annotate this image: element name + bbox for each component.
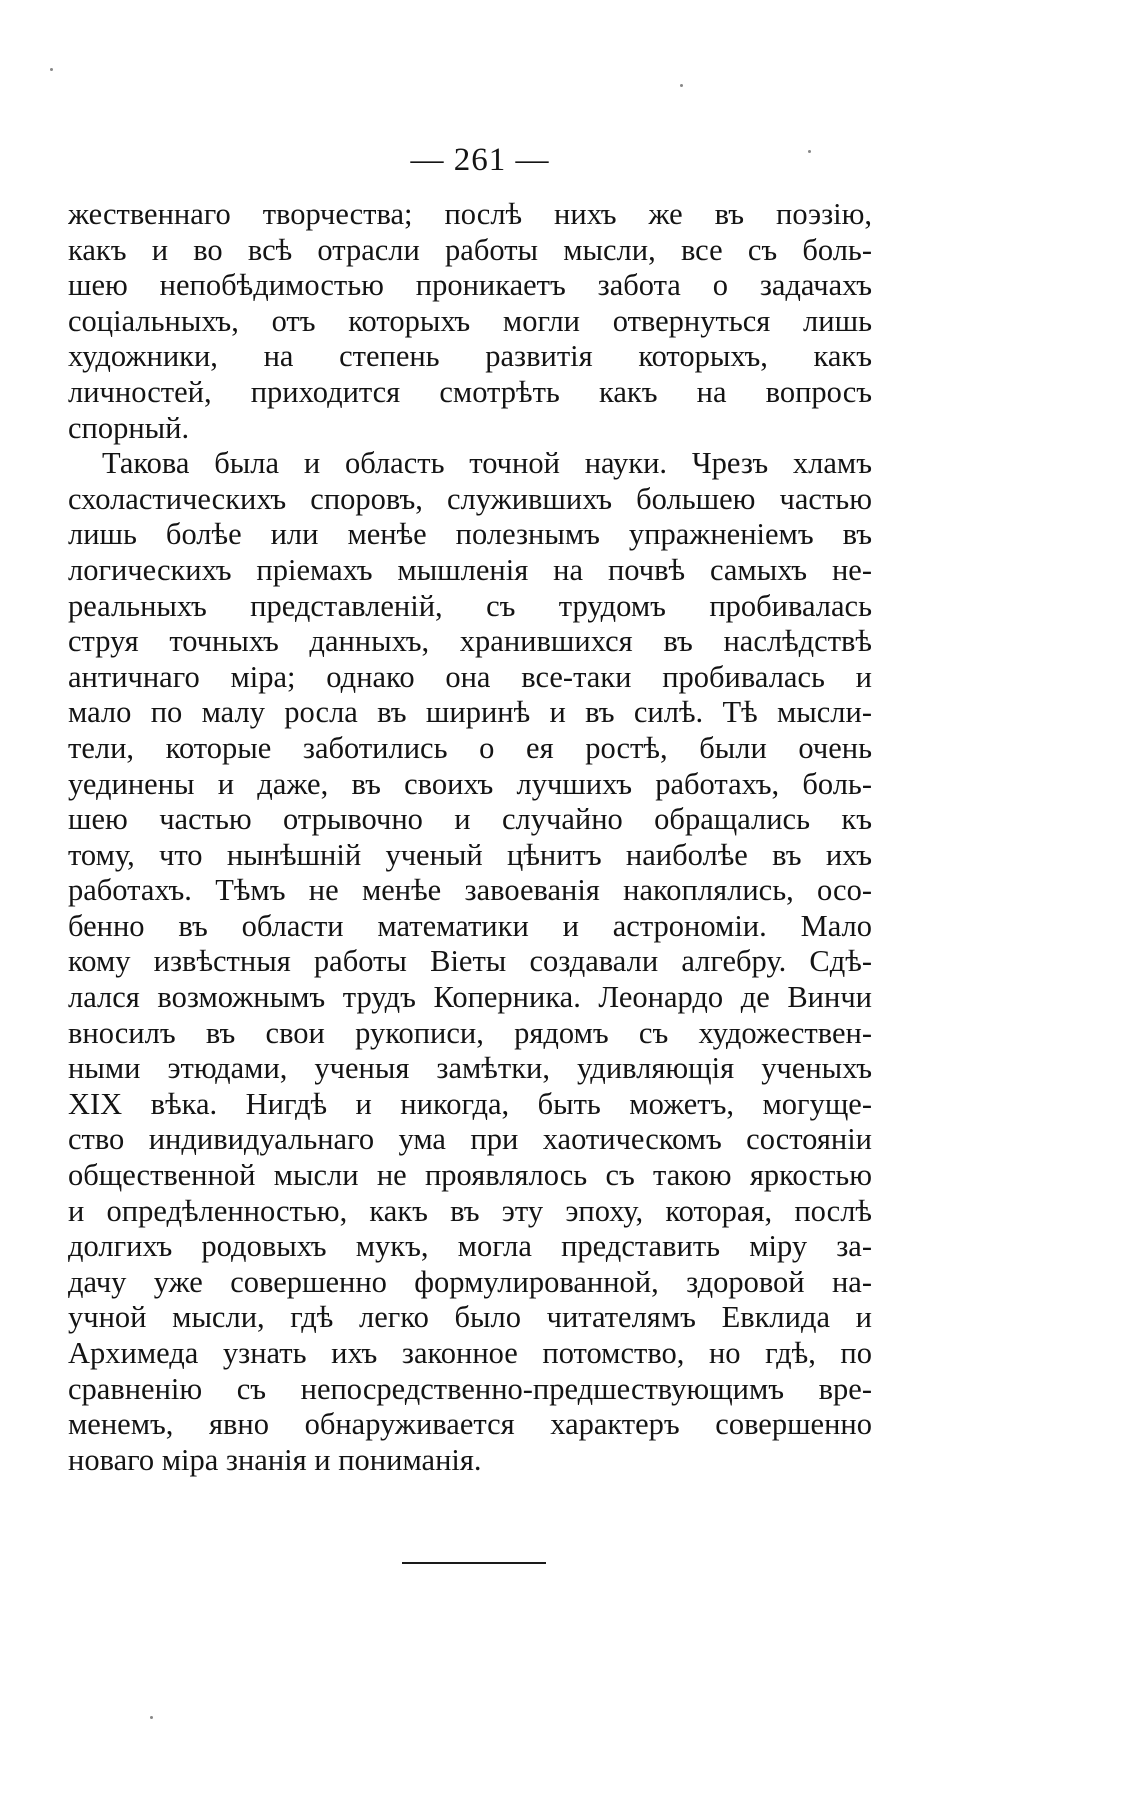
text-line: жественнаго творчества; послѣ нихъ же въ поэзію, xyxy=(68,197,872,231)
text-line: тели, которые заботились о ея ростѣ, были очень xyxy=(68,730,872,765)
text-line: менемъ, явно обнаруживается характеръ совершенно xyxy=(68,1407,872,1442)
text-line: логическихъ пріемахъ мышленія на почвѣ самыхъ не- xyxy=(68,552,872,587)
text-line: долгихъ родовыхъ мукъ, могла представить міру за- xyxy=(68,1229,872,1264)
paragraph xyxy=(68,446,872,1478)
text-line: уединены и даже, въ своихъ лучшихъ работахъ, боль- xyxy=(68,766,872,801)
paper-speck xyxy=(808,150,811,153)
body-text xyxy=(68,197,872,1478)
paper-speck xyxy=(680,84,683,87)
text-line: Такова была и область точной науки. Чрезъ хламъ xyxy=(102,446,872,481)
page-number: — 261 — xyxy=(410,142,550,178)
end-rule xyxy=(402,1562,546,1564)
text-line: шею непобѣдимостью проникаетъ забота о задачахъ xyxy=(68,268,872,303)
text-line: учной мысли, гдѣ легко было читателямъ Евклида и xyxy=(68,1300,872,1335)
text-line: спорный. xyxy=(68,410,190,445)
text-line: личностей, приходится смотрѣть какъ на вопросъ xyxy=(68,374,872,409)
paper-speck xyxy=(50,68,53,71)
text-line: общественной мысли не проявлялось съ такою яркостью xyxy=(68,1158,872,1193)
text-line: ство индивидуальнаго ума при хаотическомъ состояніи xyxy=(68,1122,872,1157)
text-line: лался возможнымъ трудъ Коперника. Леонардо де Винчи xyxy=(68,980,872,1015)
text-line: реальныхъ представленій, съ трудомъ пробивалась xyxy=(68,588,872,623)
paragraph xyxy=(68,197,872,446)
text-line: и опредѣленностью, какъ въ эту эпоху, которая, послѣ xyxy=(68,1193,872,1228)
text-line: кому извѣстныя работы Віеты создавали алгебру. Сдѣ- xyxy=(68,944,872,979)
text-line: тому, что нынѣшній ученый цѣнитъ наиболѣе въ ихъ xyxy=(68,837,872,872)
text-line: шею частью отрывочно и случайно обращались къ xyxy=(68,802,872,837)
text-line: ными этюдами, ученыя замѣтки, удивляющія ученыхъ xyxy=(68,1051,872,1086)
text-line: античнаго міра; однако она все-таки пробивалась и xyxy=(68,659,872,694)
text-line: XIX вѣка. Нигдѣ и никогда, быть можетъ, могуще- xyxy=(68,1086,872,1121)
text-line: схоластическихъ споровъ, служившихъ большею частью xyxy=(68,481,872,516)
text-line: вносилъ въ свои рукописи, рядомъ съ художествен- xyxy=(68,1015,872,1050)
text-line: струя точныхъ данныхъ, хранившихся въ наслѣдствѣ xyxy=(68,624,872,659)
text-line: художники, на степень развитія которыхъ, какъ xyxy=(68,339,872,374)
text-line: дачу уже совершенно формулированной, здоровой на- xyxy=(68,1264,872,1299)
text-line: работахъ. Тѣмъ не менѣе завоеванія накоплялись, осо- xyxy=(68,873,872,908)
text-line: сравненію съ непосредственно-предшествующимъ вре- xyxy=(68,1371,872,1406)
text-line: какъ и во всѣ отрасли работы мысли, все съ боль- xyxy=(68,232,872,267)
text-line: бенно въ области математики и астрономіи. Мало xyxy=(68,908,872,943)
text-line: новаго міра знанія и пониманія. xyxy=(68,1442,482,1477)
text-line: Архимеда узнать ихъ законное потомство, но гдѣ, по xyxy=(68,1336,872,1370)
text-line: соціальныхъ, отъ которыхъ могли отвернуться лишь xyxy=(68,303,872,338)
text-line: мало по малу росла въ ширинѣ и въ силѣ. Тѣ мысли- xyxy=(68,695,872,730)
paper-speck xyxy=(150,1716,153,1719)
text-line: лишь болѣе или менѣе полезнымъ упражненіемъ въ xyxy=(68,517,872,552)
